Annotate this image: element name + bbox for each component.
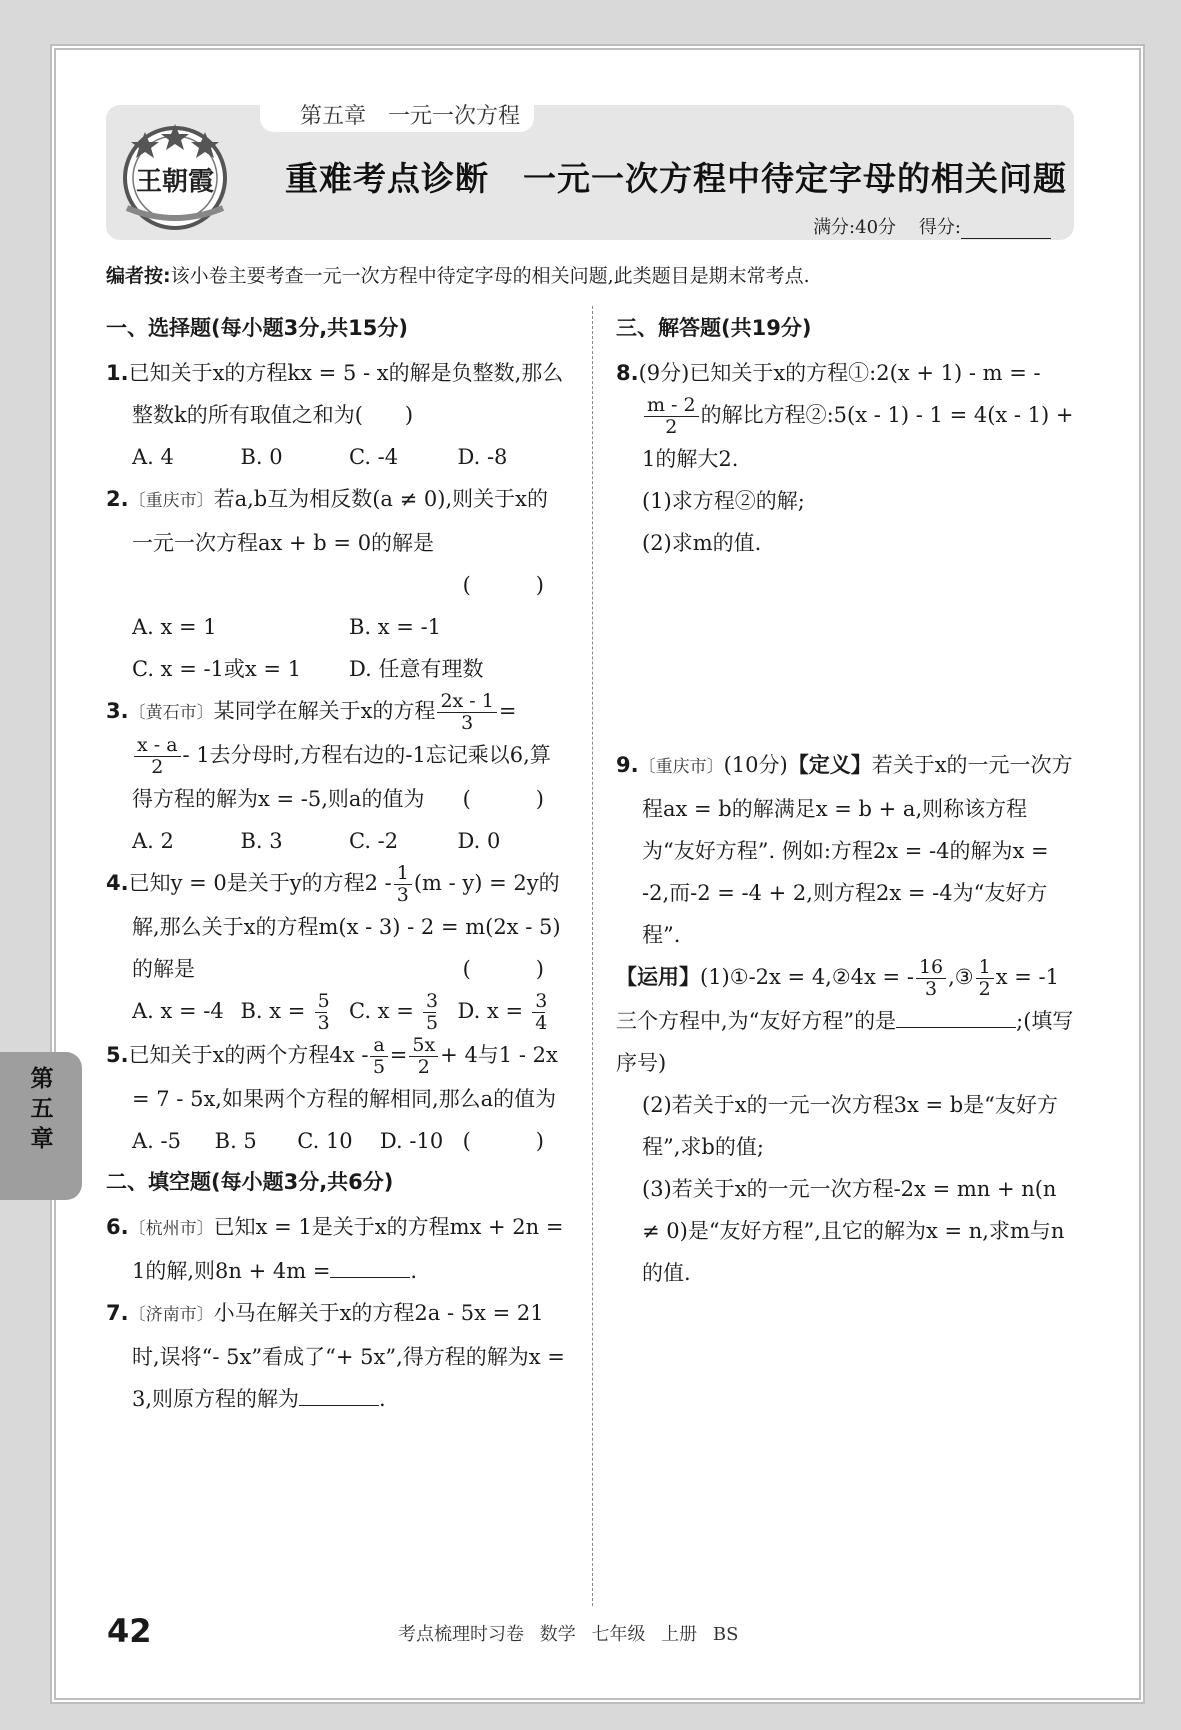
- question-number: 8.: [616, 361, 639, 385]
- options-q2: [106, 606, 566, 690]
- question-text: 已知y = 0是关于y的方程2 -: [128, 870, 392, 895]
- question-text: 已知关于x的方程①:2(x + 1) - m = -: [689, 361, 1041, 385]
- application-part: 【运用】(1)①-2x = 4,②4x = - $\frac{16}{3}$ ,③ $\frac{1}{2}$ x = -1三个方程中,为“友好方程”的是 ;(填写序号): [616, 956, 1074, 1075]
- answer-paren: ( ): [462, 956, 566, 981]
- question-points: (9分): [638, 361, 690, 385]
- footer-text: 考点梳理时习卷 数学 七年级 上册 BS: [398, 1624, 739, 1645]
- score-line: [813, 213, 1051, 239]
- option-a: A. 4: [132, 445, 174, 469]
- option-d: D. -10: [379, 1128, 444, 1153]
- question-text: 已知x = 1是关于x的方程mx + 2n = 1的解,则8n + 4m =: [132, 1214, 564, 1283]
- column-divider: [592, 306, 593, 1606]
- option-c: C. x = -1或x = 1: [132, 657, 302, 681]
- fraction: $\frac{2x - 1}{3}$: [437, 691, 496, 734]
- option-d: D. 0: [457, 828, 501, 853]
- options-q1: [106, 436, 566, 478]
- fraction: $\frac{x - a}{2}$: [134, 735, 181, 778]
- application-tag: 【运用】: [616, 964, 700, 989]
- question-source: 〔杭州市〕: [128, 1218, 214, 1239]
- question-text: 若a,b互为相反数(a ≠ 0),则关于x的一元一次方程ax + b = 0的解是: [132, 487, 548, 555]
- section-title-answer: 三、解答题(共19分): [616, 316, 812, 340]
- question-number: 1.: [106, 361, 129, 385]
- question-source: 〔重庆市〕: [128, 491, 214, 511]
- option-a: A. x = -4: [132, 998, 224, 1023]
- svg-text:王朝霞: 王朝霞: [135, 167, 215, 197]
- question-number: 5.: [106, 1042, 129, 1067]
- score-label: 得分:: [918, 217, 961, 238]
- option-a: A. 2: [132, 828, 174, 853]
- editor-note-label: 编者按:: [106, 265, 171, 287]
- question-5: 5.已知关于x的两个方程4x - $\frac{a}{5}$ = $\frac{5x}{2}$ + 4与1 - 2x = 7 - 5x,如果两个方程的解相同,那么a的值为 ( ): [106, 1034, 566, 1120]
- options-q3: [106, 820, 566, 862]
- score-blank: [961, 220, 1051, 239]
- question-2: [106, 478, 566, 606]
- section-title-choice: 一、选择题(每小题3分,共15分): [106, 316, 409, 340]
- question-8: [616, 352, 1076, 480]
- question-number: 6.: [106, 1214, 129, 1239]
- question-number: 4.: [106, 870, 129, 895]
- chapter-tag: 第五章 一元一次方程: [260, 102, 534, 132]
- answer-blank[interactable]: [299, 1384, 379, 1406]
- option-d: D. x = $\frac{3}{4}$: [458, 990, 567, 1034]
- fraction: $\frac{3}{5}$: [416, 991, 443, 1034]
- fraction: $\frac{5x}{2}$: [409, 1035, 438, 1078]
- question-4: [106, 862, 566, 990]
- fraction: $\frac{1}{3}$: [394, 863, 412, 906]
- question-number: 9.: [616, 752, 639, 777]
- option-c: C. x = $\frac{3}{5}$: [349, 990, 458, 1034]
- option-b: B. 3: [240, 828, 283, 853]
- question-text: 已知关于x的两个方程4x -: [128, 1042, 369, 1067]
- definition-tag: 【定义】: [787, 752, 872, 777]
- sub-question: (1)求方程②的解;: [642, 488, 805, 513]
- question-text: (m - y) = 2y的解,那么关于x的方程m(x - 3) - 2 = m(2x - 5)的解是: [132, 870, 561, 981]
- question-text: 的解比方程②:5(x - 1) - 1 = 4(x - 1) + 1的解大2.: [642, 403, 1074, 471]
- question-3: 3.〔黄石市〕某同学在解关于x的方程 $\frac{2x - 1}{3}$ = $\frac{x - a}{2}$ - 1去分母时,方程右边的-1忘记乘以6,算得方程的解为x = -5,则a的值为 ( ): [106, 690, 566, 820]
- left-column: [106, 308, 566, 1420]
- option-c: C. -2: [349, 828, 399, 853]
- answer-blank[interactable]: [330, 1256, 410, 1278]
- question-source: 〔济南市〕: [128, 1304, 214, 1325]
- question-source: 〔黄石市〕: [128, 703, 214, 723]
- question-6: 6.〔杭州市〕已知x = 1是关于x的方程mx + 2n = 1的解,则8n + 4m = .: [106, 1214, 564, 1283]
- publisher-logo: [115, 118, 235, 233]
- option-b: B. 5: [214, 1128, 257, 1153]
- question-text: - 1去分母时,方程右边的-1忘记乘以6,算得方程的解为x = -5,则a的值为: [132, 743, 551, 811]
- option-d: D. -8: [457, 445, 508, 469]
- answer-paren: ( ): [462, 573, 566, 597]
- option-c: C. 10: [297, 1128, 353, 1153]
- answer-space[interactable]: [616, 564, 1076, 744]
- right-column: [616, 308, 1076, 1294]
- fraction: $\frac{16}{3}$: [916, 957, 946, 1000]
- fraction: $\frac{5}{3}$: [307, 991, 334, 1034]
- question-text: 小马在解关于x的方程2a - 5x = 21时,误将“- 5x”看成了“+ 5x”,得方程的解为x = 3,则原方程的解为: [132, 1300, 565, 1411]
- fraction: $\frac{3}{4}$: [525, 991, 552, 1034]
- question-text: + 4与1 - 2x = 7 - 5x,如果两个方程的解相同,那么a的值为: [132, 1042, 558, 1111]
- option-a: A. x = 1: [132, 615, 217, 639]
- option-a: A. -5: [132, 1128, 181, 1153]
- options-q4: [106, 990, 566, 1034]
- options-q5: [106, 1120, 463, 1162]
- answer-paren: ( ): [462, 1128, 566, 1153]
- question-number: 7.: [106, 1300, 129, 1325]
- answer-blank[interactable]: [896, 1006, 1016, 1028]
- page-number: 42: [107, 1612, 152, 1650]
- editor-note: [106, 262, 1066, 290]
- sub-question: (2)若关于x的一元一次方程3x = b是“友好方程”,求b的值;: [642, 1092, 1058, 1159]
- question-1: [106, 352, 566, 436]
- question-9: [616, 744, 1076, 956]
- editor-note-text: 该小卷主要考查一元一次方程中待定字母的相关问题,此类题目是期末常考点.: [170, 265, 810, 287]
- section-title-fill: 二、填空题(每小题3分,共6分): [106, 1169, 394, 1194]
- question-points: (10分): [723, 752, 788, 777]
- question-number: 2.: [106, 487, 129, 511]
- question-7: 7.〔济南市〕小马在解关于x的方程2a - 5x = 21时,误将“- 5x”看成了“+ 5x”,得方程的解为x = 3,则原方程的解为 .: [106, 1300, 565, 1411]
- page-title: 重难考点诊断 一元一次方程中待定字母的相关问题: [285, 159, 1067, 198]
- sub-question: (3)若关于x的一元一次方程-2x = mn + n(n ≠ 0)是“友好方程”,且它的解为x = n,求m与n的值.: [642, 1176, 1065, 1285]
- option-b: B. x = -1: [349, 615, 442, 639]
- question-text: 已知关于x的方程kx = 5 - x的解是负整数,那么整数k的所有取值之和为( ): [128, 361, 564, 427]
- option-d: D. 任意有理数: [349, 657, 484, 681]
- question-source: 〔重庆市〕: [638, 756, 724, 777]
- option-b: B. x = $\frac{5}{3}$: [241, 990, 350, 1034]
- sub-question: (2)求m的值.: [642, 530, 762, 555]
- chapter-side-tab: [0, 1052, 82, 1200]
- fraction: $\frac{a}{5}$: [370, 1035, 387, 1078]
- chapter-side-tab-label: 第五章: [30, 1066, 54, 1152]
- fraction: $\frac{1}{2}$: [976, 957, 994, 1000]
- option-b: B. 0: [240, 445, 283, 469]
- answer-paren: ( ): [462, 786, 566, 811]
- fraction: $\frac{m - 2}{2}$: [644, 395, 699, 438]
- question-number: 3.: [106, 699, 129, 723]
- question-text: 某同学在解关于x的方程: [213, 699, 436, 723]
- question-text: 若关于x的一元一次方程ax = b的解满足x = b + a,则称该方程为“友好方程”. 例如:方程2x = -4的解为x = -2,而-2 = -4 + 2,则方程2x = -4为“友好方程”.: [642, 752, 1073, 947]
- option-c: C. -4: [349, 445, 399, 469]
- full-score: 满分:40分: [813, 217, 897, 238]
